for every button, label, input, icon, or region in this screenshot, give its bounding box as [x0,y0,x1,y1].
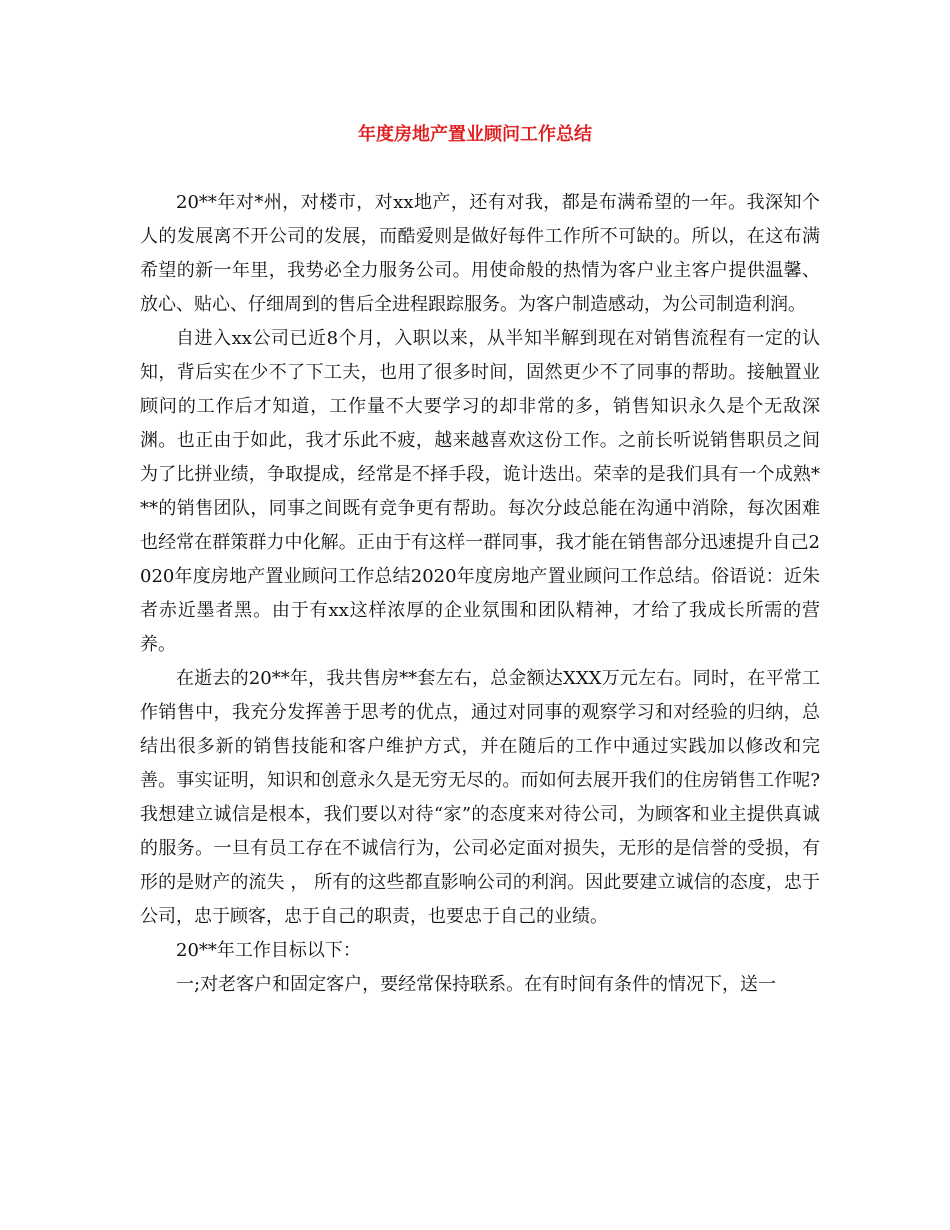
paragraph: 一;对老客户和固定客户，要经常保持联系。在有时间有条件的情况下，送一 [176,974,777,995]
paragraph: 20**年对*州，对楼市，对xx地产，还有对我，都是布满希望的一年。我深知个人的发展离不开公司的发展，而酷爱则是做好每件工作所不可缺的。所以，在这布满希望的新一年里，我势必全力服务公司。用使命般的热情为客户业主客户提供温馨、放心、贴心、仔细周到的售后全进程跟踪服务。为客户制造感动，为公司制造利润。 [140,192,820,315]
paragraph: 20**年工作目标以下： [176,940,361,961]
paragraph: 在逝去的20**年，我共售房**套左右，总金额达XXX万元左右。同时，在平常工作销售中，我充分发挥善于思考的优点，通过对同事的观察学习和对经验的归纳，总结出很多新的销售技能和客户维护方式，并在随后的工作中通过实践加以修改和完善。事实证明，知识和创意永久是无穷无尽的。而如何去展开我们的住房销售工作呢?我想建立诚信是根本，我们要以对待“家”的态度来对待公司，为顾客和业主提供真诚的服务。一旦有员工存在不诚信行为，公司必定面对损失，无形的是信誉的受损，有形的是财产的流失 ， 所有的这些都直影响公司的利润。因此要建立诚信的态度，忠于公司，忠于顾客，忠于自己的职责，也要忠于自己的业绩。 [140,668,820,927]
document-title: 年度房地产置业顾问工作总结 [358,124,592,145]
paragraph: 自进入xx公司已近8个月，入职以来，从半知半解到现在对销售流程有一定的认知，背后实在少不了下工夫，也用了很多时间，固然更少不了同事的帮助。接触置业顾问的工作后才知道，工作量不大要学习的却非常的多，销售知识永久是个无敌深渊。也正由于如此，我才乐此不疲，越来越喜欢这份工作。之前长听说销售职员之间为了比拼业绩，争取提成，经常是不择手段，诡计迭出。荣幸的是我们具有一个成熟***的销售团队，同事之间既有竞争更有帮助。每次分歧总能在沟通中消除，每次困难也经常在群策群力中化解。正由于有这样一群同事，我才能在销售部分迅速提升自己2020年度房地产置业顾问工作总结2020年度房地产置业顾问工作总结。俗语说：近朱者赤近墨者黑。由于有xx这样浓厚的企业氛围和团队精神，才给了我成长所需的营养。 [140,328,820,655]
document-body [140,186,820,1002]
